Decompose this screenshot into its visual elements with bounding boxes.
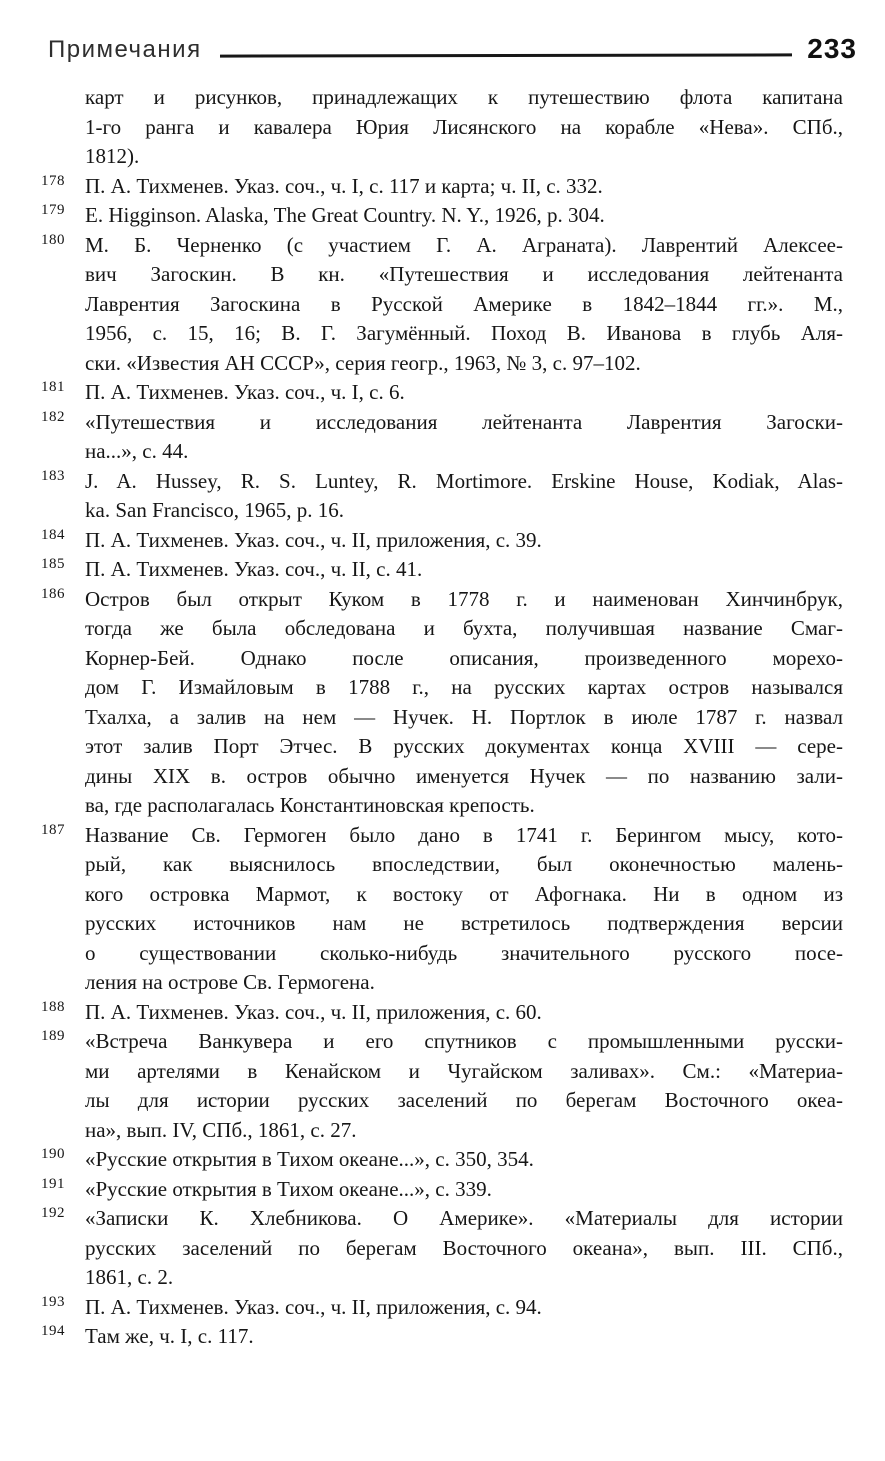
page-header-title: Примечания: [48, 36, 202, 63]
page-header: [48, 30, 857, 64]
intro-paragraph: [85, 83, 843, 172]
note-number: 181: [41, 379, 65, 395]
note-item: [41, 378, 843, 408]
text-line: о существовании сколько-нибудь значительного русского посе-: [85, 940, 843, 965]
text-line: Лаврентия Загоскина в Русской Америке в 1842–1844 гг.». М.,: [85, 291, 843, 316]
text-line: дины XIX в. остров обычно именуется Нучек — по названию зали-: [85, 763, 843, 788]
text-line: ми артелями в Кенайском и Чугайском заливах». См.: «Материа-: [85, 1058, 843, 1083]
note-number: 185: [41, 556, 65, 572]
notes-body: [41, 83, 843, 1352]
text-line: П. А. Тихменев. Указ. соч., ч. II, приложения, с. 94.: [85, 1294, 542, 1319]
text-line: тогда же была обследована и бухта, получившая название Смаг-: [85, 616, 843, 640]
text-line: 1956, с. 15, 16; В. Г. Загумённый. Поход В. Иванова в глубь Аля-: [85, 321, 843, 345]
text-line: Там же, ч. I, с. 117.: [85, 1324, 254, 1348]
note-number: 187: [41, 821, 65, 838]
page-number: 233: [807, 33, 857, 64]
note-number: 192: [41, 1205, 65, 1221]
text-line: «Русские открытия в Тихом океане...», с. 339.: [85, 1176, 492, 1201]
text-line: «Встреча Ванкувера и его спутников с промышленными русски-: [85, 1029, 843, 1053]
text-line: вич Загоскин. В кн. «Путешествия и исследования лейтенанта: [85, 262, 843, 286]
note-item: [41, 408, 843, 467]
note-number: 178: [41, 172, 65, 189]
text-line: на...», с. 44.: [85, 439, 189, 463]
text-line: ски. «Известия АН СССР», серия геогр., 1963, № 3, с. 97–102.: [85, 350, 641, 375]
text-line: «Записки К. Хлебникова. О Америке». «Материалы для истории: [85, 1206, 843, 1230]
text-line: этот залив Порт Этчес. В русских документах конца XVIII — сере-: [85, 734, 843, 758]
text-line: кого островка Мармот, к востоку от Афогнака. Ни в одном из: [85, 881, 843, 906]
note-item: [41, 467, 843, 526]
text-line: Остров был открыт Куком в 1778 г. и наименован Хинчинбрук,: [85, 586, 843, 611]
text-line: «Путешествия и исследования лейтенанта Лаврентия Загоски-: [85, 409, 843, 434]
note-number: 189: [41, 1028, 65, 1044]
note-item: [41, 1145, 843, 1175]
note-item: [41, 1293, 843, 1323]
note-number: 184: [41, 526, 65, 543]
text-line: Название Св. Гермоген было дано в 1741 г. Берингом мысу, кото-: [85, 822, 843, 847]
text-line: ления на острове Св. Гермогена.: [85, 970, 375, 994]
text-line: 1861, с. 2.: [85, 1265, 174, 1289]
text-line: J. A. Hussey, R. S. Luntey, R. Mortimore. Erskine House, Kodiak, Alas-: [85, 468, 843, 493]
text-line: П. А. Тихменев. Указ. соч., ч. II, приложения, с. 60.: [85, 999, 542, 1024]
note-number: 190: [41, 1146, 65, 1162]
text-line: П. А. Тихменев. Указ. соч., ч. I, с. 6.: [85, 380, 405, 404]
note-number: 179: [41, 202, 65, 218]
text-line: М. Б. Черненко (с участием Г. А. Аграната). Лаврентий Алексее-: [85, 232, 843, 257]
note-item: [41, 821, 843, 998]
note-item: [41, 1027, 843, 1145]
note-item: [41, 201, 843, 231]
text-line: 1-го ранга и кавалера Юрия Лисянского на корабле «Нева». СПб.,: [85, 114, 843, 139]
note-item: [41, 172, 843, 202]
text-line: ва, где располагалась Константиновская крепость.: [85, 793, 535, 817]
text-line: «Русские открытия в Тихом океане...», с. 350, 354.: [85, 1147, 534, 1171]
note-number: 182: [41, 408, 65, 425]
note-item: [41, 231, 843, 379]
text-line: ka. San Francisco, 1965, p. 16.: [85, 498, 344, 522]
note-item: [41, 1204, 843, 1293]
note-item: [41, 526, 843, 556]
note-number: 183: [41, 467, 65, 484]
text-line: Корнер-Бей. Однако после описания, произведенного морехо-: [85, 645, 843, 670]
text-line: рый, как выяснилось впоследствии, был оконечностью малень-: [85, 852, 843, 876]
text-line: Тхалха, а залив на нем — Нучек. Н. Портлок в июле 1787 г. назвал: [85, 704, 843, 729]
note-item: [41, 585, 843, 821]
text-line: русских источников нам не встретилось подтверждения версии: [85, 911, 843, 935]
text-line: П. А. Тихменев. Указ. соч., ч. I, с. 117 и карта; ч. II, с. 332.: [85, 173, 603, 198]
text-line: E. Higginson. Alaska, The Great Country. N. Y., 1926, p. 304.: [85, 203, 605, 227]
text-line: карт и рисунков, принадлежащих к путешествию флота капитана: [85, 85, 843, 109]
note-number: 193: [41, 1293, 65, 1310]
text-line: русских заселений по берегам Восточного океана», вып. III. СПб.,: [85, 1235, 843, 1260]
note-number: 188: [41, 998, 65, 1015]
note-number: 191: [41, 1175, 65, 1192]
text-line: лы для истории русских заселений по берегам Восточного океа-: [85, 1088, 843, 1112]
note-item: [41, 555, 843, 585]
text-line: П. А. Тихменев. Указ. соч., ч. II, с. 41.: [85, 557, 423, 581]
note-number: 180: [41, 231, 65, 248]
note-number: 194: [41, 1323, 65, 1339]
text-line: на», вып. IV, СПб., 1861, с. 27.: [85, 1117, 357, 1142]
note-number: 186: [41, 585, 65, 602]
note-item: [41, 1322, 843, 1352]
text-line: П. А. Тихменев. Указ. соч., ч. II, приложения, с. 39.: [85, 527, 542, 552]
note-item: [41, 998, 843, 1028]
text-line: дом Г. Измайловым в 1788 г., на русских картах остров назывался: [85, 675, 843, 699]
text-line: 1812).: [85, 144, 140, 168]
header-rule: [220, 53, 792, 57]
note-item: [41, 1175, 843, 1205]
